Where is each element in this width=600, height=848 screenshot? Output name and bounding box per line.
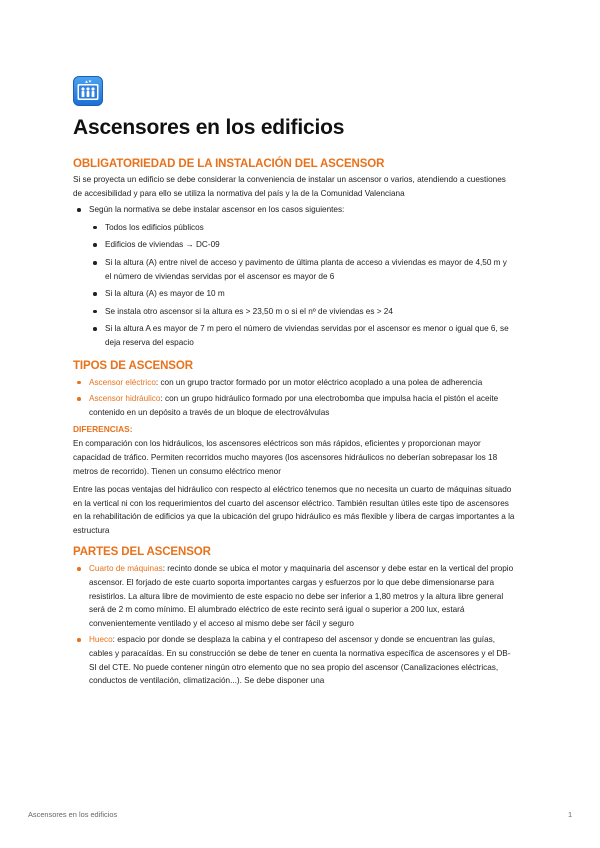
case-item: Todos los edificios públicos (89, 221, 515, 235)
partes-list (73, 562, 515, 687)
case-item: Edificios de viviendas → DC-09 (89, 238, 515, 252)
section-heading-obligatoriedad: OBLIGATORIEDAD DE LA INSTALACIÓN DEL ASCENSOR (73, 158, 385, 170)
cases-list (89, 221, 515, 350)
case-item: Si la altura A es mayor de 7 m pero el número de viviendas servidas por el ascensor es menor o igual que 6, se deja reserva del espacio (89, 322, 515, 349)
tipos-list (73, 376, 515, 420)
term-description: : espacio por donde se desplaza la cabina y el contrapeso del ascensor y donde se encuentran las guías, cables y paracaídas. En su construcción se debe de tener en cuenta la normativa específica de ascensores y el DB-SI del CTE. No puede contener ningún otro elemento que no sea propio del ascensor (Canalizaciones eléctricas, conductos de ventilación, climatización...). Se debe disponer una (89, 635, 511, 686)
term-description: : recinto donde se ubica el motor y maquinaria del ascensor y debe estar en la vertical del propio ascensor. El forjado de este cuarto soporta importantes cargas y esfuerzos por lo que debe dimensionarse para resistirlos. La altura libre de movimiento de este espacio no debe ser inferior a 1,80 metros y la altura libre general será de 2 m como mínimo. El alumbrado eléctrico de este recinto será igual o superior a 200 lux, estará convenientemente ventilado y el acceso al mismo debe ser fácil y seguro (89, 564, 514, 628)
obligatoriedad-intro: Si se proyecta un edificio se debe considerar la conveniencia de instalar un ascensor o varios, atendiendo a cuestiones de accesibilidad y para ello se utiliza la normativa del país y la de la Comunidad Valenciana (73, 175, 506, 198)
term-description: : con un grupo hidráulico formado por una electrobomba que impulsa hacia el pistón el aceite contenido en un depósito a través de un bloque de electroválvulas (89, 394, 499, 417)
list-item (73, 562, 515, 630)
term-ascensor-electrico: Ascensor eléctrico (89, 377, 156, 387)
diferencias-heading: DIFERENCIAS: (73, 424, 133, 435)
case-item: Se instala otro ascensor si la altura es > 23,50 m o si el nº de viviendas es > 24 (89, 305, 515, 319)
case-item: Si la altura (A) entre nivel de acceso y pavimento de última planta de acceso a viviendas es mayor de 4,50 m y el número de viviendas servidas por el ascensor es mayor de 6 (89, 256, 515, 283)
section-heading-partes: PARTES DEL ASCENSOR (73, 546, 211, 559)
elevator-icon (73, 76, 103, 106)
footer-title: Ascensores en los edificios (28, 810, 118, 819)
diferencias-paragraph-1: En comparación con los hidráulicos, los ascensores eléctricos son más rápidos, eficientes y proporcionan mayor capacidad de tráfico. Permiten recorridos mucho mayores (los ascensores hidráulicos no deberían sobrepasar los 18 metros de recorrido). Tienen un consumo eléctrico menor (73, 439, 498, 476)
diferencias-paragraph-2: Entre las pocas ventajas del hidráulico con respecto al eléctrico tenemos que no necesita un cuarto de máquinas situado en la vertical ni con los requerimientos del cuarto del ascensor eléctrico. También resultan útiles este tipo de ascensores en la rehabilitación de edificios ya que la ubicación del grupo hidráulico es más flexible y libera de cargas importantes a la estructura (73, 485, 515, 535)
list-item (73, 203, 515, 349)
document-page (73, 76, 515, 688)
term-hueco: Hueco (89, 635, 113, 645)
obligatoriedad-list (73, 203, 515, 349)
page-title: Ascensores en los edificios (73, 116, 345, 139)
list-item (73, 392, 515, 419)
list-item (73, 633, 515, 687)
list-item (73, 376, 515, 390)
page-number: 1 (568, 810, 573, 819)
term-description: : con un grupo tractor formado por un motor eléctrico acoplado a una polea de adherencia (155, 377, 483, 387)
section-heading-tipos: TIPOS DE ASCENSOR (73, 359, 193, 372)
obligatoriedad-bullet-text: Según la normativa se debe instalar ascensor en los casos siguientes: (89, 205, 345, 215)
case-item: Si la altura (A) es mayor de 10 m (89, 287, 515, 301)
term-ascensor-hidraulico: Ascensor hidráulico (89, 394, 161, 404)
term-cuarto-de-maquinas: Cuarto de máquinas (89, 564, 163, 574)
